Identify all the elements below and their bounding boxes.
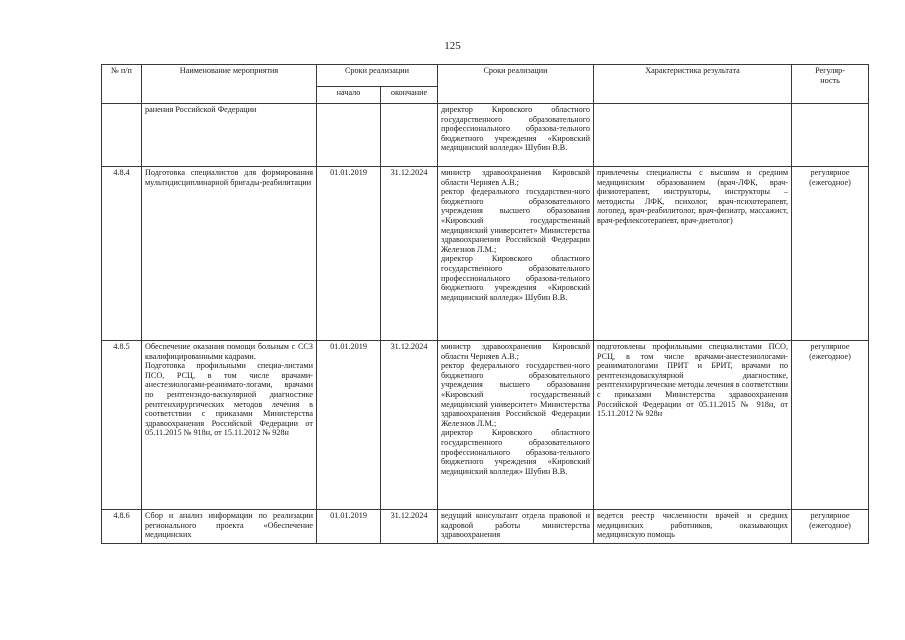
- row-end: [381, 104, 438, 167]
- row-num: 4.8.4: [102, 167, 142, 341]
- table-row: [102, 104, 869, 167]
- row-regularity: регулярное (ежегодное): [792, 510, 869, 544]
- col-header-end: окончание: [381, 87, 438, 104]
- row-num: 4.8.6: [102, 510, 142, 544]
- table-row: [102, 167, 869, 341]
- col-header-start: начало: [317, 87, 381, 104]
- row-end: 31.12.2024: [381, 341, 438, 510]
- row-responsible: [438, 104, 594, 167]
- row-responsible-text: министр здравоохранения Кировской области Черняев А.В.; ректор федерального государствен-ного бюджетного образовательного учреждения высшего образования «Кировский государственный медицинский университет» Министерства здравоохранения Российской Федерации Железнов Л.М.; директор Кировского областного государственного образовательного профессионального образова-тельного бюджетного учреждения «Кировский медицинский колледж» Шубин В.В.: [441, 168, 591, 302]
- row-name-text: Обеспечение оказания помощи больным с ССЗ квалифицированными кадрами. Подготовка профильными специа-листами ПСО, РСЦ, в том числе врачами-анестезиологами-реанимато-логами, врачами по рентгенэндо-васкулярной диагностике рентгенхирургических методов лечения в соответствии с приказами Министерства здравоохранения Российской Федерации от 05.11.2015 № 918н, от 15.11.2012 № 928н: [145, 342, 313, 438]
- row-end: 31.12.2024: [381, 510, 438, 544]
- row-num: 4.8.5: [102, 341, 142, 510]
- row-responsible-text: министр здравоохранения Кировской области Черняев А.В.; ректор федерального государствен-ного бюджетного образовательного учреждения высшего образования «Кировский государственный медицинский университет» Министерства здравоохранения Российской Федерации Железнов Л.М.; директор Кировского областного государственного образовательного профессионального образова-тельного бюджетного учреждения «Кировский медицинский колледж» Шубин В.В.: [441, 342, 591, 476]
- header-row-1: [102, 65, 869, 87]
- row-responsible-text: директор Кировского областного государственного образовательного профессионального образова-тельного бюджетного учреждения «Кировский медицинский колледж» Шубин В.В.: [441, 105, 591, 153]
- row-start: 01.01.2019: [317, 510, 381, 544]
- row-responsible: [438, 167, 594, 341]
- row-start: [317, 104, 381, 167]
- row-num: [102, 104, 142, 167]
- row-regularity: регулярное (ежегодное): [792, 341, 869, 510]
- col-header-result: Характеристика результата: [594, 65, 792, 104]
- row-responsible: ведущий консультант отдела правовой и кадровой работы министерства здравоохранения: [438, 510, 594, 544]
- page-number: 125: [444, 40, 461, 52]
- table-row: [102, 341, 869, 510]
- table-row: [102, 510, 869, 544]
- row-name: ранения Российской Федерации: [142, 104, 317, 167]
- col-header-regularity: [792, 65, 869, 104]
- col-header-responsible: Сроки реализации: [438, 65, 594, 104]
- row-start: 01.01.2019: [317, 167, 381, 341]
- row-result: ведется реестр численности врачей и средних медицинских работников, оказывающих медицинскую помощь: [594, 510, 792, 544]
- row-result: [594, 104, 792, 167]
- col-header-name: Наименование мероприятия: [142, 65, 317, 104]
- col-header-dates: Сроки реализации: [317, 65, 438, 87]
- row-start: 01.01.2019: [317, 341, 381, 510]
- row-name: Подготовка специалистов для формирования мультидисциплинарной бригады-реабилитации: [142, 167, 317, 341]
- row-name: [142, 341, 317, 510]
- row-regularity: [792, 104, 869, 167]
- row-result: привлечены специалисты с высшим и средним медицинским образованием (врач-ЛФК, врач-физиотерапевт, инструкторы, инструкторы – методисты ЛФК, психолог, врач-психотерапевт, логопед, врач-реабилитолог, врач-физиатр, массажист, врач-рефлексотерапевт, врач-диетолог): [594, 167, 792, 341]
- row-regularity: регулярное (ежегодное): [792, 167, 869, 341]
- row-result: подготовлены профильными специалистами ПСО, РСЦ, в том числе врачами-анестезиологами-реаниматологами ПРИТ и БРИТ, врачами по рентгенэндоваскулярной диагностике, рентгенхирургические методы лечения в соответствии с приказами Министерства здравоохранения Российской Федерации от 05.11.2015 № 918н, от 15.11.2012 № 928н: [594, 341, 792, 510]
- row-responsible: [438, 341, 594, 510]
- col-header-num: № п/п: [102, 65, 142, 104]
- row-name: Сбор и анализ информации по реализации регионального проекта «Обеспечение медицинских: [142, 510, 317, 544]
- activities-table: [101, 64, 869, 544]
- row-end: 31.12.2024: [381, 167, 438, 341]
- col-header-regularity-text: Регуляр- ность: [815, 66, 845, 85]
